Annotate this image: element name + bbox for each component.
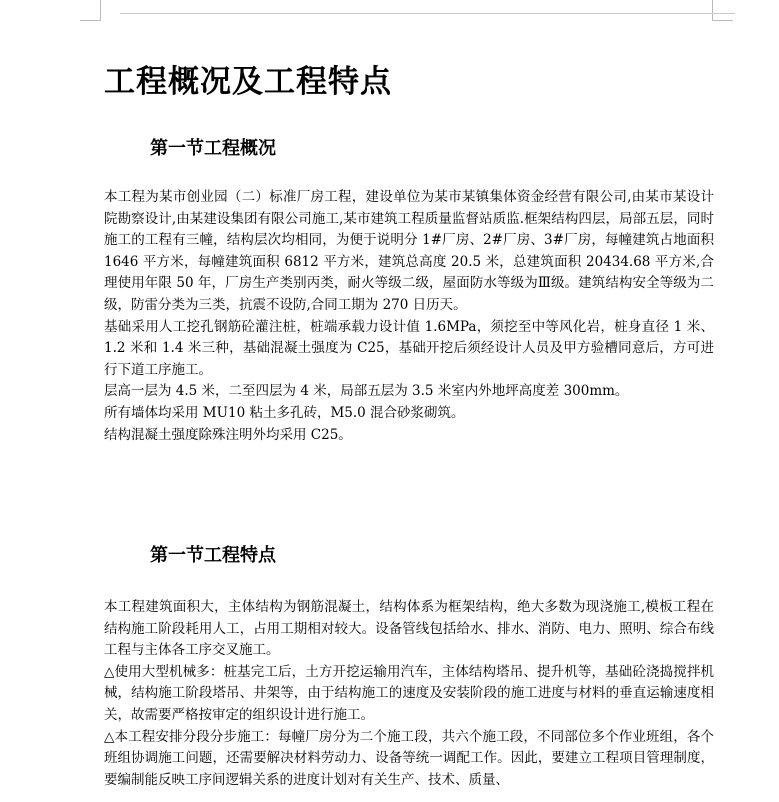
section1-paragraph: 结构混凝土强度除殊注明外均采用 C25。 (104, 426, 352, 443)
section1-paragraph: 本工程为某市创业园（二）标准厂房工程，建设单位为某市某镇集体资金经营有限公司,由某市某设计院勘察设计,由某建设集团有限公司施工,某市建筑工程质量监督站质监.框架结构四层，局部五层，同时施工的工程有三幢，结构层次均相同，为便于说明分 1#厂房、2#厂房、3#厂房，每幢建筑占地面积 1646 平方米，每幢建筑面积 6812 平方米，建筑总高度 20.5 米，总建筑面积 20434.68 平方米,合理使用年限 50 年，厂房生产类别丙类，耐火等级二级，屋面防水等级为Ⅲ级。建筑结构安全等级为二级，防雷分类为三类，抗震不设防,合同工期为 270 日历天。 (104, 189, 714, 313)
section2-paragraph: 本工程建筑面积大，主体结构为钢筋混凝土，结构体系为框架结构，绝大多数为现浇施工,模板工程在结构施工阶段耗用人工，占用工期相对较大。设备管线包括给水、排水、消防、电力、照明、综合布线工程与主体各工序交叉施工。 (104, 599, 714, 659)
section1-body (104, 187, 714, 446)
section2-heading: 第一节工程特点 (150, 545, 276, 566)
page-corner-mark-left (80, 0, 101, 21)
section1-heading: 第一节工程概况 (150, 138, 276, 159)
section2-paragraph: △使用大型机械多：桩基完工后，土方开挖运输用汽车，主体结构塔吊、提升机等，基础砼浇捣搅拌机械，结构施工阶段塔吊、井架等，由于结构施工的速度及安装阶段的施工进度与材料的垂直运输速度相关，故需要严格按审定的组织设计进行施工。 (104, 663, 714, 723)
header-rule (120, 13, 735, 14)
document-title: 工程概况及工程特点 (104, 64, 392, 100)
section2-body (104, 597, 714, 791)
page-corner-mark-right (712, 0, 733, 21)
section2-paragraph: △本工程安排分段分步施工：每幢厂房分为二个施工段，共六个施工段，不同部位多个作业班组，各个班组协调施工问题，还需要解决材料劳动力、设备等统一调配工作。因此，要建立工程项目管理制度，要编制能反映工序间逻辑关系的进度计划对有关生产、技术、质量、 (104, 728, 714, 788)
section1-paragraph: 所有墙体均采用 MU10 粘土多孔砖，M5.0 混合砂浆砌筑。 (104, 404, 465, 421)
section1-paragraph: 基础采用人工挖孔钢筋砼灌注桩，桩端承载力设计值 1.6MPa，须挖至中等风化岩，桩身直径 1 米、1.2 米和 1.4 米三种，基础混凝土强度为 C25，基础开挖后须经设计人员及甲方验槽同意后，方可进行下道工序施工。 (104, 318, 714, 378)
section1-paragraph: 层高一层为 4.5 米，二至四层为 4 米，局部五层为 3.5 米室内外地坪高度差 300mm。 (104, 383, 629, 400)
